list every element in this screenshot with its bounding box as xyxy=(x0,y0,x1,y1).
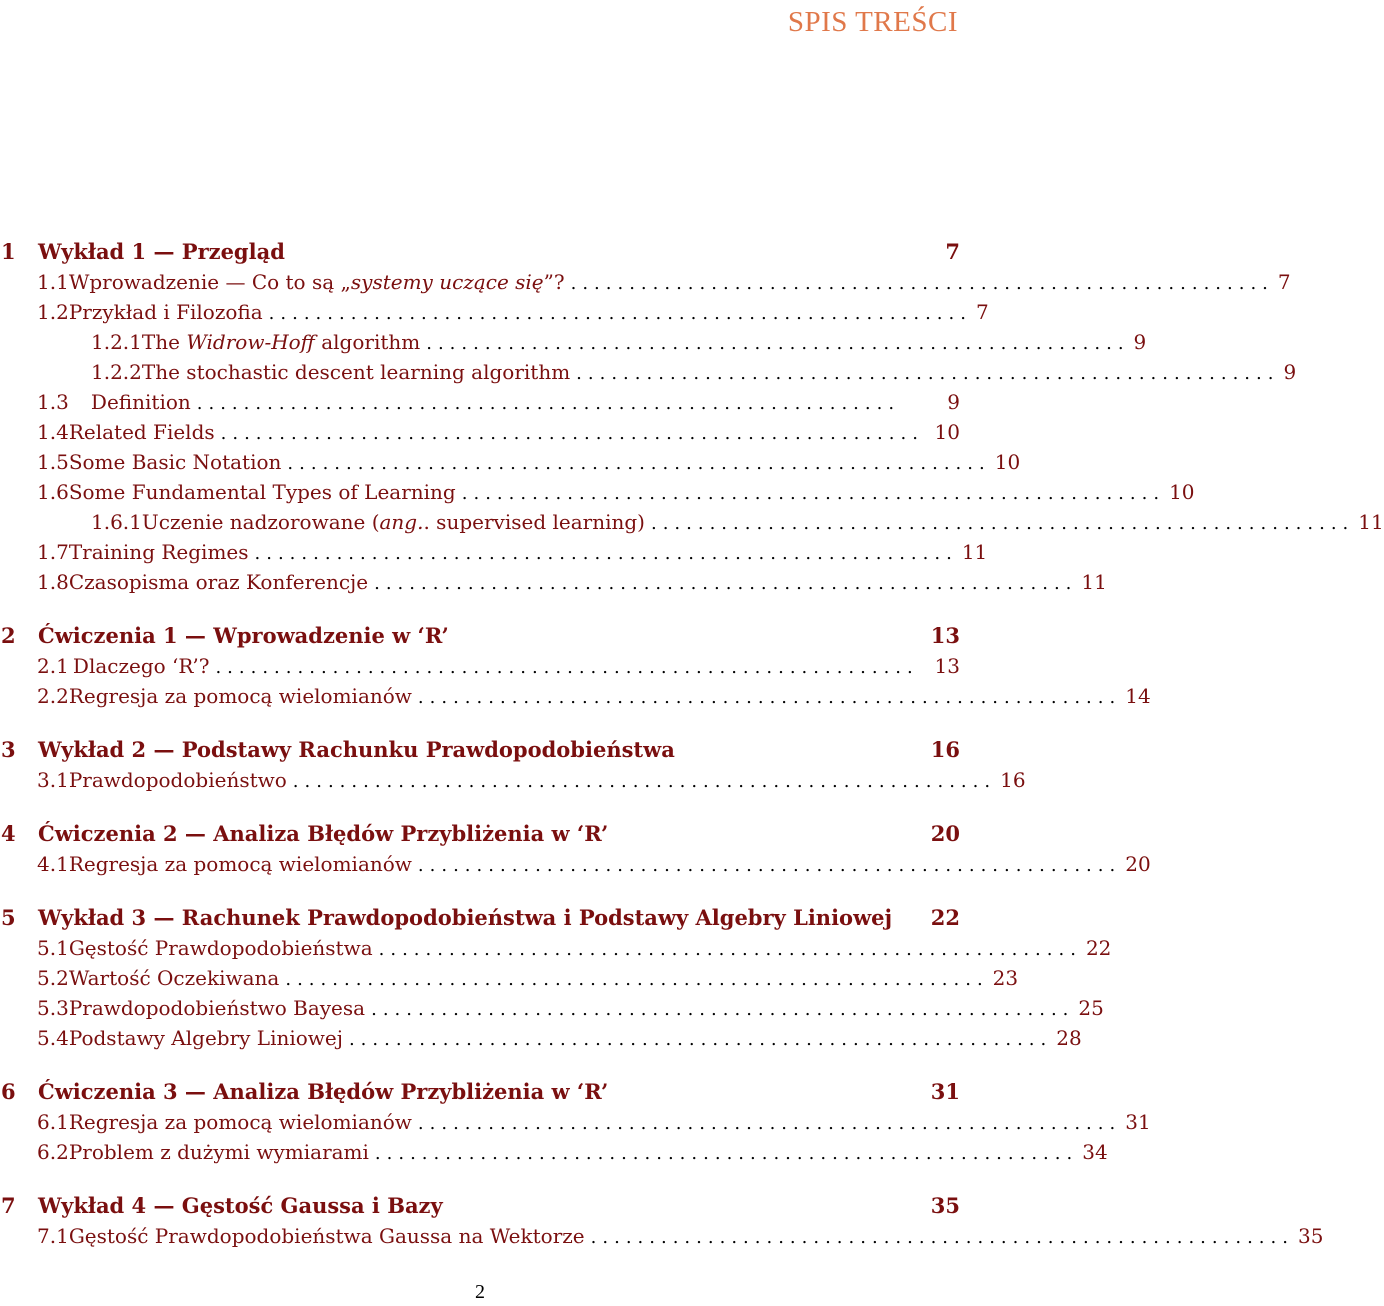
dot-leader: ............................................................ xyxy=(215,657,919,678)
title-segment: Some Fundamental Types of Learning xyxy=(68,480,456,504)
title-segment: Gęstość Prawdopodobieństwa xyxy=(68,936,373,960)
section-page: 10 xyxy=(934,420,960,444)
section-title xyxy=(69,1221,585,1251)
toc-section-entry[interactable] xyxy=(0,447,1021,477)
chapter-number: 1 xyxy=(1,239,16,264)
chapter-title: Ćwiczenia 3 — Analiza Błędów Przybliżenia w ‘R’ xyxy=(38,1079,609,1104)
chapter-number: 5 xyxy=(1,905,16,930)
toc-subsection-entry[interactable] xyxy=(0,507,1384,537)
section-number: 1.8 xyxy=(37,570,69,594)
section-title xyxy=(91,387,191,417)
section-number: 7.1 xyxy=(37,1224,69,1248)
section-title xyxy=(69,267,565,297)
section-number: 4.1 xyxy=(37,852,69,876)
section-page: 11 xyxy=(961,540,988,564)
title-segment: Regresja za pomocą wielomianów xyxy=(68,1110,412,1134)
page-number: 2 xyxy=(475,1281,485,1303)
chapter-title: Ćwiczenia 2 — Analiza Błędów Przybliżenia w ‘R’ xyxy=(38,821,609,846)
section-page: 7 xyxy=(1277,270,1291,294)
section-page: 28 xyxy=(1056,1026,1082,1050)
chapter-title: Wykład 4 — Gęstość Gaussa i Bazy xyxy=(38,1193,443,1218)
chapter-number: 7 xyxy=(1,1193,16,1218)
section-number: 1.7 xyxy=(37,540,69,564)
section-title xyxy=(142,507,645,537)
chapter-number: 2 xyxy=(1,623,16,648)
dot-leader: ............................................................ xyxy=(461,483,1166,504)
chapter-page: 13 xyxy=(930,623,960,648)
toc-chapter-entry[interactable] xyxy=(0,1077,960,1107)
section-number: 5.3 xyxy=(37,996,69,1020)
chapter-page: 20 xyxy=(930,821,960,846)
dot-leader: ............................................................ xyxy=(378,939,1082,960)
title-segment: The xyxy=(141,330,187,354)
dot-leader: ............................................................ xyxy=(374,573,1078,594)
toc-section-entry[interactable] xyxy=(0,765,1026,795)
title-segment: Wartość Oczekiwana xyxy=(68,966,280,990)
section-page: 14 xyxy=(1125,684,1151,708)
dot-leader: ............................................................ xyxy=(287,453,991,474)
chapter-number: 4 xyxy=(1,821,16,846)
chapter-page: 35 xyxy=(930,1193,960,1218)
section-number: 1.6.1 xyxy=(91,510,142,534)
section-number: 1.1 xyxy=(37,270,69,294)
section-page: 22 xyxy=(1085,936,1112,960)
section-page: 16 xyxy=(1000,768,1026,792)
section-number: 2.1 xyxy=(37,654,69,678)
dot-leader: ............................................................ xyxy=(371,999,1075,1020)
title-segment: Wprowadzenie — Co to są „ xyxy=(68,270,351,294)
dot-leader: ............................................................ xyxy=(417,1113,1122,1134)
dot-leader: ............................................................ xyxy=(285,969,989,990)
dot-leader: ............................................................ xyxy=(650,513,1355,534)
toc-section-entry[interactable] xyxy=(0,1137,1108,1167)
section-number: 1.6 xyxy=(37,480,69,504)
section-number: 6.2 xyxy=(37,1140,69,1164)
toc-chapter-entry[interactable] xyxy=(0,1191,960,1221)
title-segment: Gęstość Prawdopodobieństwa Gaussa na Wektorze xyxy=(68,1224,585,1248)
toc-section-entry[interactable] xyxy=(0,993,1104,1023)
toc-section-entry[interactable] xyxy=(0,963,1019,993)
toc-section-entry[interactable] xyxy=(0,1107,1151,1137)
section-page: 9 xyxy=(1283,360,1297,384)
dot-leader: ............................................................ xyxy=(417,855,1122,876)
toc-chapter-entry[interactable] xyxy=(0,621,960,651)
section-number: 5.2 xyxy=(37,966,69,990)
section-title xyxy=(69,1023,343,1053)
section-page: 23 xyxy=(992,966,1019,990)
section-page: 34 xyxy=(1082,1140,1108,1164)
toc-section-entry[interactable] xyxy=(0,387,960,417)
dot-leader: ............................................................ xyxy=(220,423,924,444)
section-title xyxy=(69,417,215,447)
chapter-number: 6 xyxy=(1,1079,16,1104)
toc-subsection-entry[interactable] xyxy=(0,327,1147,357)
dot-leader: ............................................................ xyxy=(254,543,958,564)
dot-leader: ............................................................ xyxy=(426,333,1130,354)
toc-chapter-entry[interactable] xyxy=(0,735,960,765)
dot-leader: ............................................................ xyxy=(570,273,1274,294)
dot-leader: ............................................................ xyxy=(292,771,997,792)
section-page: 9 xyxy=(1133,330,1147,354)
title-segment: Training Regimes xyxy=(68,540,249,564)
section-page: 10 xyxy=(994,450,1021,474)
dot-leader: ............................................................ xyxy=(590,1227,1294,1248)
section-title xyxy=(69,765,287,795)
section-number: 1.2.2 xyxy=(91,360,142,384)
section-number: 5.1 xyxy=(37,936,69,960)
title-segment: Regresja za pomocą wielomianów xyxy=(68,684,412,708)
toc-section-entry[interactable] xyxy=(0,933,1112,963)
toc-subsection-entry[interactable] xyxy=(0,357,1297,387)
section-page: 10 xyxy=(1169,480,1195,504)
chapter-title: Wykład 3 — Rachunek Prawdopodobieństwa i Podstawy Algebry Liniowej xyxy=(38,905,893,930)
section-page: 9 xyxy=(947,390,960,414)
title-segment: The stochastic descent learning algorithm xyxy=(141,360,571,384)
title-segment: algorithm xyxy=(314,330,421,354)
chapter-title: Ćwiczenia 1 — Wprowadzenie w ‘R’ xyxy=(38,623,449,648)
toc-section-entry[interactable] xyxy=(0,567,1107,597)
toc-section-entry[interactable] xyxy=(0,477,1195,507)
section-number: 1.2 xyxy=(37,300,69,324)
title-segment: Podstawy Algebry Liniowej xyxy=(68,1026,343,1050)
toc-section-entry[interactable] xyxy=(0,417,960,447)
section-number: 6.1 xyxy=(37,1110,69,1134)
title-segment: Czasopisma oraz Konferencje xyxy=(68,570,369,594)
section-title xyxy=(69,993,365,1023)
section-title xyxy=(69,477,456,507)
title-segment: Regresja za pomocą wielomianów xyxy=(68,852,412,876)
chapter-title: Wykład 1 — Przegląd xyxy=(38,239,285,264)
title-segment: systemy uczące się xyxy=(350,270,544,294)
section-title xyxy=(73,651,210,681)
title-segment: Prawdopodobieństwo xyxy=(68,768,287,792)
section-number: 5.4 xyxy=(37,1026,69,1050)
dot-leader: ............................................................ xyxy=(348,1029,1053,1050)
section-page: 11 xyxy=(1358,510,1384,534)
title-segment: Related Fields xyxy=(68,420,215,444)
title-segment: Dlaczego ‘R’? xyxy=(72,654,210,678)
section-title xyxy=(69,1137,369,1167)
section-title xyxy=(69,567,368,597)
section-number: 1.4 xyxy=(37,420,69,444)
title-segment: Przykład i Filozofia xyxy=(68,300,263,324)
section-page: 20 xyxy=(1125,852,1151,876)
dot-leader: ............................................................ xyxy=(374,1143,1079,1164)
section-page: 25 xyxy=(1078,996,1104,1020)
dot-leader: ............................................................ xyxy=(196,393,901,414)
toc-section-entry[interactable] xyxy=(0,267,1291,297)
section-page: 11 xyxy=(1081,570,1107,594)
section-number: 3.1 xyxy=(37,768,69,792)
section-title xyxy=(69,933,373,963)
toc-section-entry[interactable] xyxy=(0,1221,1324,1251)
section-title xyxy=(69,681,412,711)
running-head: SPIS TREŚCI xyxy=(787,6,958,38)
section-number: 1.3 xyxy=(37,390,69,414)
chapter-page: 16 xyxy=(930,737,960,762)
section-title xyxy=(142,327,420,357)
section-title xyxy=(69,447,282,477)
dot-leader: ............................................................ xyxy=(576,363,1280,384)
section-title xyxy=(69,963,280,993)
title-segment: Problem z dużymi wymiarami xyxy=(68,1140,369,1164)
dot-leader: ............................................................ xyxy=(417,687,1122,708)
title-segment: . supervised learning) xyxy=(423,510,645,534)
toc-section-entry[interactable] xyxy=(0,297,989,327)
toc-section-entry[interactable] xyxy=(0,651,960,681)
section-number: 2.2 xyxy=(37,684,69,708)
section-page: 13 xyxy=(934,654,960,678)
chapter-title: Wykład 2 — Podstawy Rachunku Prawdopodobieństwa xyxy=(38,737,675,762)
chapter-page: 22 xyxy=(930,905,960,930)
toc-chapter-entry[interactable] xyxy=(0,237,960,267)
section-page: 35 xyxy=(1297,1224,1324,1248)
section-page: 7 xyxy=(975,300,989,324)
chapter-page: 7 xyxy=(945,239,960,264)
section-title xyxy=(69,537,249,567)
toc-section-entry[interactable] xyxy=(0,681,1151,711)
section-page: 31 xyxy=(1125,1110,1151,1134)
dot-leader: ............................................................ xyxy=(268,303,972,324)
title-segment: Widrow-Hoff xyxy=(186,330,315,354)
toc-chapter-entry[interactable] xyxy=(0,903,960,933)
section-title xyxy=(142,357,570,387)
section-title xyxy=(69,1107,412,1137)
toc-chapter-entry[interactable] xyxy=(0,819,960,849)
title-segment: Prawdopodobieństwo Bayesa xyxy=(68,996,366,1020)
title-segment: Definition xyxy=(90,390,191,414)
toc-section-entry[interactable] xyxy=(0,849,1151,879)
section-number: 1.5 xyxy=(37,450,69,474)
section-number: 1.2.1 xyxy=(91,330,142,354)
title-segment: Uczenie nadzorowane ( xyxy=(141,510,380,534)
chapter-number: 3 xyxy=(1,737,16,762)
toc-section-entry[interactable] xyxy=(0,1023,1082,1053)
title-segment: ”? xyxy=(543,270,565,294)
title-segment: ang. xyxy=(379,510,424,534)
section-title xyxy=(69,849,412,879)
table-of-contents xyxy=(0,237,1384,1251)
toc-section-entry[interactable] xyxy=(0,537,988,567)
section-title xyxy=(69,297,263,327)
chapter-page: 31 xyxy=(930,1079,960,1104)
title-segment: Some Basic Notation xyxy=(68,450,282,474)
